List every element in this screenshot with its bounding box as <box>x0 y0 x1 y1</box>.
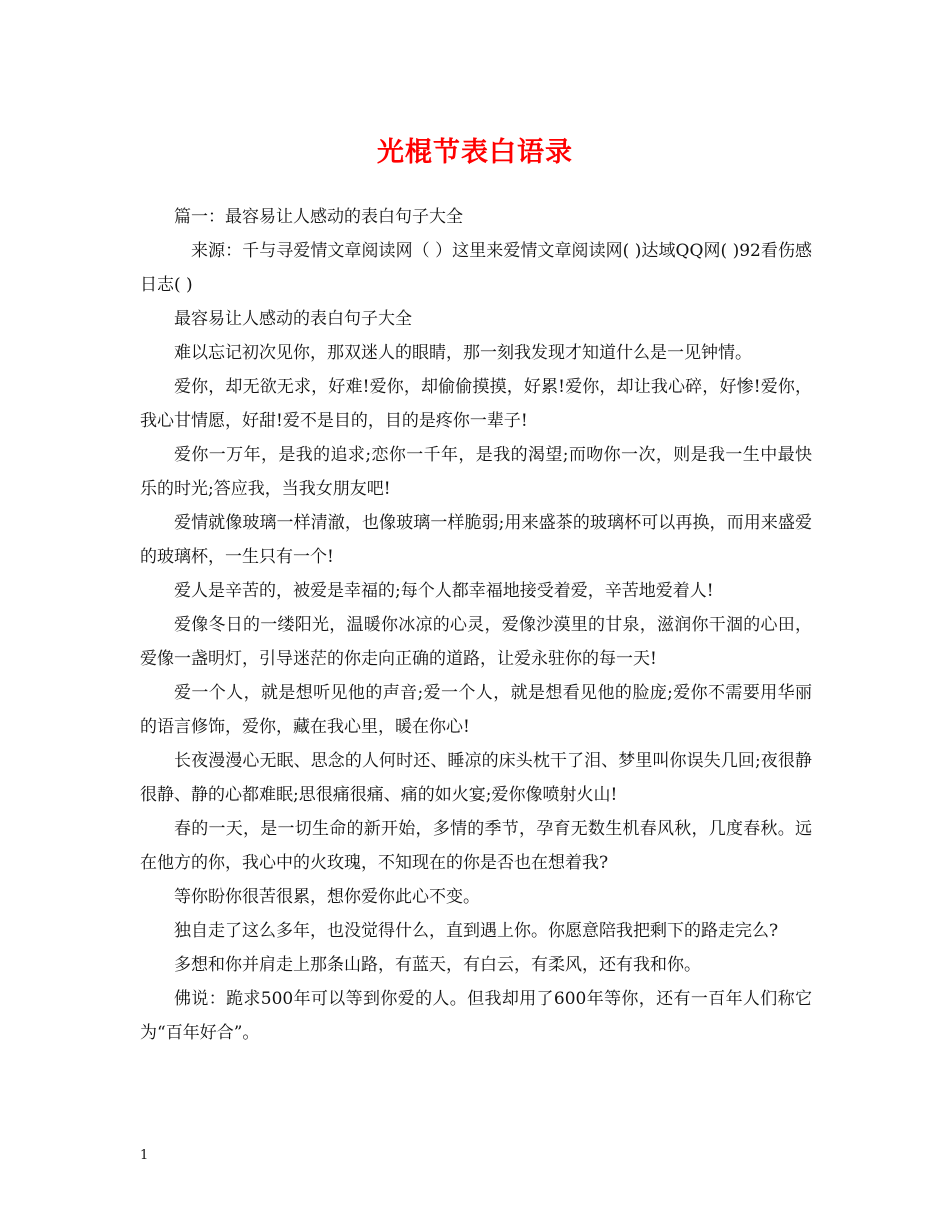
paragraph: 难以忘记初次见你，那双迷人的眼睛，那一刻我发现才知道什么是一见钟情。 <box>174 343 752 363</box>
paragraph: 爱你一万年，是我的追求;恋你一千年，是我的渴望;而吻你一次，则是我一生中最快乐的时光;答应我，当我女朋友吧! <box>140 445 812 499</box>
paragraph: 爱人是辛苦的，被爱是幸福的;每个人都幸福地接受着爱，辛苦地爱着人! <box>174 581 714 601</box>
paragraph: 等你盼你很苦很累，想你爱你此心不变。 <box>174 887 480 907</box>
paragraph: 多想和你并肩走上那条山路，有蓝天，有白云，有柔风，还有我和你。 <box>174 955 701 975</box>
paragraph: 爱情就像玻璃一样清澈，也像玻璃一样脆弱;用来盛茶的玻璃杯可以再换，而用来盛爱的玻璃杯，一生只有一个! <box>140 513 812 567</box>
paragraph: 爱你，却无欲无求，好难!爱你，却偷偷摸摸，好累!爱你，却让我心碎，好惨!爱你，我心甘情愿，好甜!爱不是目的，目的是疼你一辈子! <box>140 377 812 431</box>
paragraph: 爱像冬日的一缕阳光，温暖你冰凉的心灵，爱像沙漠里的甘泉，滋润你干涸的心田，爱像一盏明灯，引导迷茫的你走向正确的道路，让爱永驻你的每一天! <box>140 615 812 669</box>
paragraph-section-heading: 篇一：最容易让人感动的表白句子大全 <box>174 207 463 227</box>
paragraph: 独自走了这么多年，也没觉得什么，直到遇上你。你愿意陪我把剩下的路走完么? <box>174 921 779 941</box>
paragraph-subtitle: 最容易让人感动的表白句子大全 <box>174 309 412 329</box>
document-body <box>140 200 812 1050</box>
paragraph: 佛说：跪求500年可以等到你爱的人。但我却用了600年等你，还有一百年人们称它为“百年好合”。 <box>140 989 812 1043</box>
paragraph: 长夜漫漫心无眠、思念的人何时还、睡凉的床头枕干了泪、梦里叫你误失几回;夜很静很静、静的心都难眠;思很痛很痛、痛的如火宴;爱你像喷射火山! <box>140 751 812 805</box>
document-title: 光棍节表白语录 <box>377 137 573 168</box>
page-number: 1 <box>140 1148 149 1163</box>
paragraph: 爱一个人，就是想听见他的声音;爱一个人，就是想看见他的脸庞;爱你不需要用华丽的语言修饰，爱你，藏在我心里，暖在你心! <box>140 683 812 737</box>
paragraph: 春的一天，是一切生命的新开始，多情的季节，孕育无数生机春风秋，几度春秋。远在他方的你，我心中的火玫瑰，不知现在的你是否也在想着我? <box>140 819 812 873</box>
paragraph-source: 来源：千与寻爱情文章阅读网（ ）这里来爱情文章阅读网( )达域QQ网( )92看伤感日志( ) <box>140 241 812 295</box>
